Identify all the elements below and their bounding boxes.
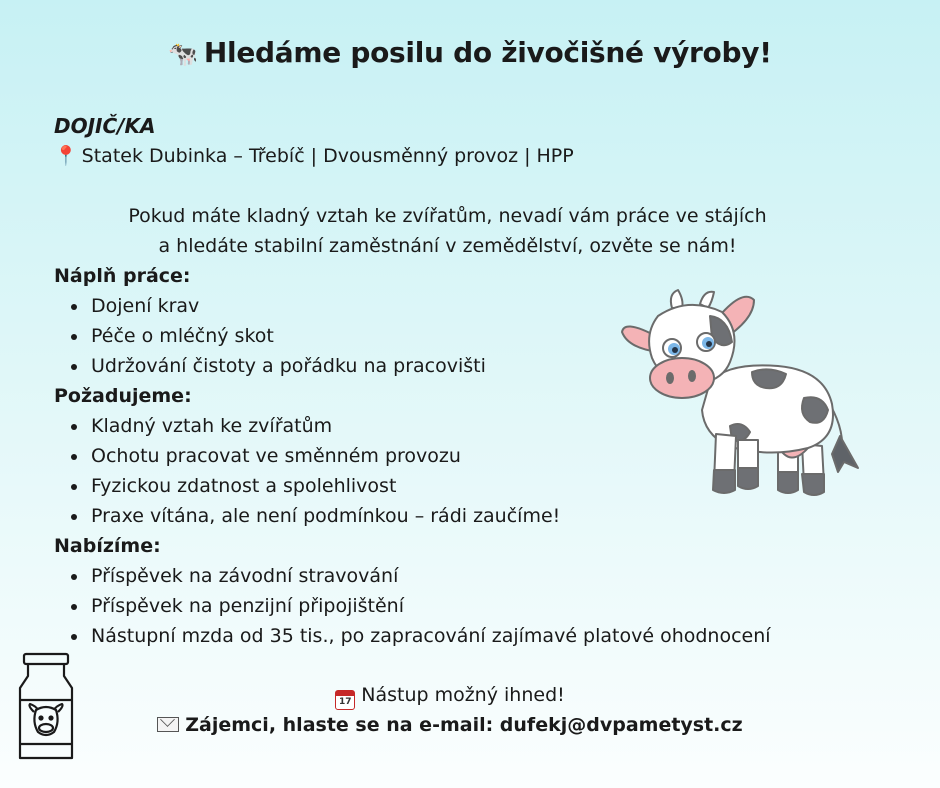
list-item: Nástupní mzda od 35 tis., po zapracování zajímavé platové ohodnocení (91, 621, 771, 651)
envelope-icon (157, 717, 179, 732)
job-location-text: Statek Dubinka – Třebíč | Dvousměnný provoz | HPP (81, 145, 574, 167)
job-location (54, 141, 834, 171)
duties-list (54, 291, 486, 381)
intro-line-1: Pokud máte kladný vztah ke zvířatům, nevadí vám práce ve stájích (128, 205, 767, 227)
list-item: Péče o mléčný skot (91, 321, 486, 351)
calendar-icon: 17 (335, 690, 355, 710)
job-title: DOJIČ/KA (54, 114, 156, 138)
cow-illustration-icon (618, 286, 866, 502)
start-date (0, 680, 900, 710)
list-item: Fyzickou zdatnost a spolehlivost (91, 471, 560, 501)
requirements-list (54, 411, 560, 531)
section-heading: Nabízíme: (54, 535, 161, 557)
page-title (0, 36, 940, 69)
list-item: Kladný vztah ke zvířatům (91, 411, 560, 441)
cow-emoji-icon: 🐄 (168, 40, 198, 68)
list-item: Praxe vítána, ale není podmínkou – rádi zaučíme! (91, 501, 560, 531)
start-date-text: Nástup možný ihned! (361, 684, 565, 706)
contact-text: Zájemci, hlaste se na e-mail: dufekj@dvpametyst.cz (185, 714, 743, 736)
pin-icon: 📍 (54, 145, 78, 167)
section-requirements (54, 381, 560, 531)
list-item: Dojení krav (91, 291, 486, 321)
contact-info (0, 710, 900, 740)
milk-can-icon (14, 652, 78, 766)
page-title-text: Hledáme posilu do živočišné výroby! (203, 36, 772, 69)
section-heading: Požadujeme: (54, 385, 192, 407)
list-item: Ochotu pracovat ve směnném provozu (91, 441, 560, 471)
list-item: Příspěvek na penzijní připojištění (91, 591, 771, 621)
intro-line-2: a hledáte stabilní zaměstnání v zemědělství, ozvěte se nám! (158, 235, 737, 257)
section-offer (54, 531, 771, 651)
section-duties (54, 261, 486, 381)
section-heading: Náplň práce: (54, 265, 191, 287)
offer-list (54, 561, 771, 651)
list-item: Příspěvek na závodní stravování (91, 561, 771, 591)
intro-text (0, 201, 895, 261)
list-item: Udržování čistoty a pořádku na pracovišti (91, 351, 486, 381)
